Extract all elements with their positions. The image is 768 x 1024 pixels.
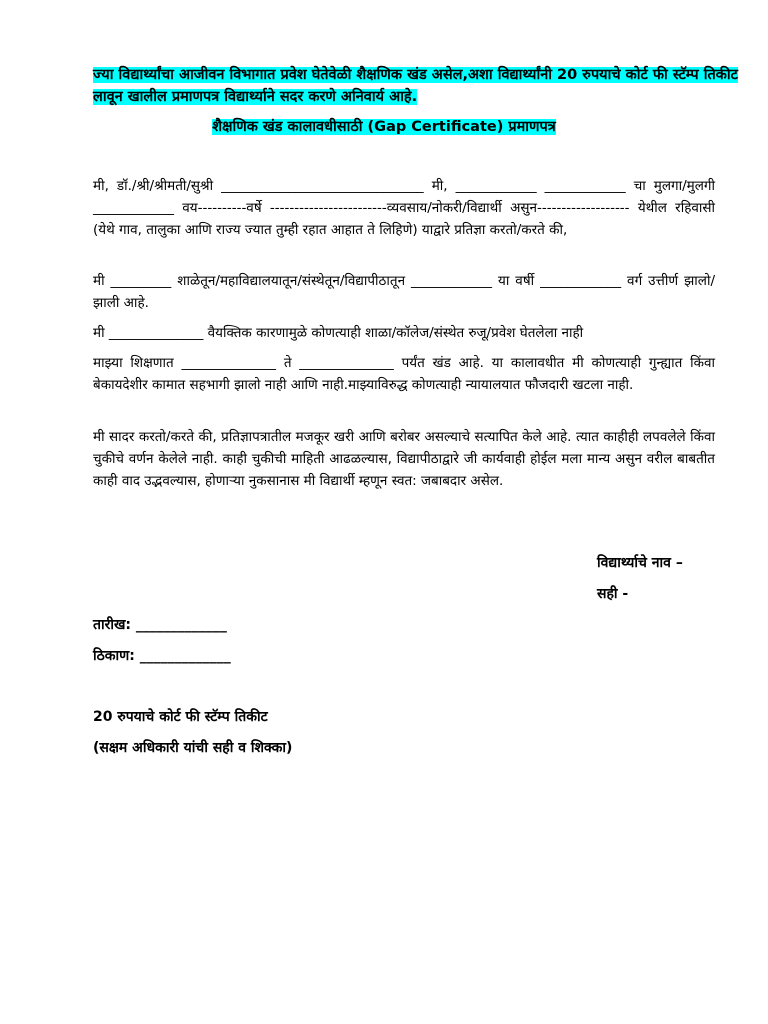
student-signature-label: सही - [597, 586, 629, 602]
declaration-paragraph-gap-period: माझ्या शिक्षणात ______________ ते ______________ पर्यंत खंड आहे. या कालावधीत मी कोणत्याही गुन्ह्यात किंवा बेकायदेशीर कामात सहभागी झालो नाही आणि नाही.माझ्याविरुद्ध कोणत्याही न्यायालयात फौजदारी खटला नाही. [93, 355, 715, 393]
certificate-title-text: शैक्षणिक खंड कालावधीसाठी (Gap Certificate) प्रमाणपत्र [212, 119, 556, 135]
declaration-paragraph-affirmation: मी सादर करतो/करते की, प्रतिज्ञापत्रातील मजकूर खरी आणि बरोबर असल्याचे सत्यापित केले आहे. त्यात काहीही लपवलेले किंवा चुकीचे वर्णन केलेले नाही. काही चुकीची माहिती आढळल्यास, विद्यापीठाद्वारे जी कार्यवाही होईल मला मान्य असुन वरील बाबतीत काही वाद उद्भवल्यास, होणाऱ्या नुकसानास मी विद्यार्थी म्हणून स्वत: जबाबदार असेल. [93, 429, 715, 489]
authority-sign-seal-note: (सक्षम अधिकारी यांची सही व शिक्का) [93, 740, 293, 756]
notice-text: ज्या विद्यार्थ्यांचा आजीवन विभागात प्रवेश घेतेवेळी शैक्षणिक खंड असेल,अशा विद्यार्थ्यांनी 20 रुपयाचे कोर्ट फी स्टॅम्प तिकीट लावून खालील प्रमाणपत्र विद्यार्थ्याने सदर करणे अनिवार्य आहे. [93, 67, 738, 105]
declaration-paragraph-education: मी _________ शाळेतून/महाविद्यालयातून/संस्थेतून/विद्यापीठातून ____________ या वर्षी ____________ वर्ग उत्तीर्ण झालो/झाली आहे. [93, 273, 715, 311]
certificate-title [0, 116, 768, 138]
student-name-label: विद्यार्थ्याचे नाव – [597, 555, 683, 571]
place-label: ठिकाण: _____________ [93, 648, 231, 664]
date-label: तारीख: _____________ [93, 617, 227, 633]
notice-heading [93, 64, 738, 108]
declaration-paragraph-no-admission: मी ______________ वैयक्तिक कारणामुळे कोणत्याही शाळा/कॉलेज/संस्थेत रुजू/प्रवेश घेतलेला नाही [93, 325, 584, 341]
declaration-paragraph-identity: मी, डॉ./श्री/श्रीमती/सुश्री ______________________________ मी, ____________ ____________ चा मुलगा/मुलगी ____________ वय----------वर्षे ------------------------व्यवसाय/नोकरी/विद्यार्थी असुन------------------- येथील रहिवासी (येथे गाव, तालुका आणि राज्य ज्यात तुम्ही रहात आहात ते लिहिणे) याद्वारे प्रतिज्ञा करतो/करते की, [93, 178, 715, 238]
court-fee-stamp-note: 20 रुपयाचे कोर्ट फी स्टॅम्प तिकीट [93, 709, 268, 725]
